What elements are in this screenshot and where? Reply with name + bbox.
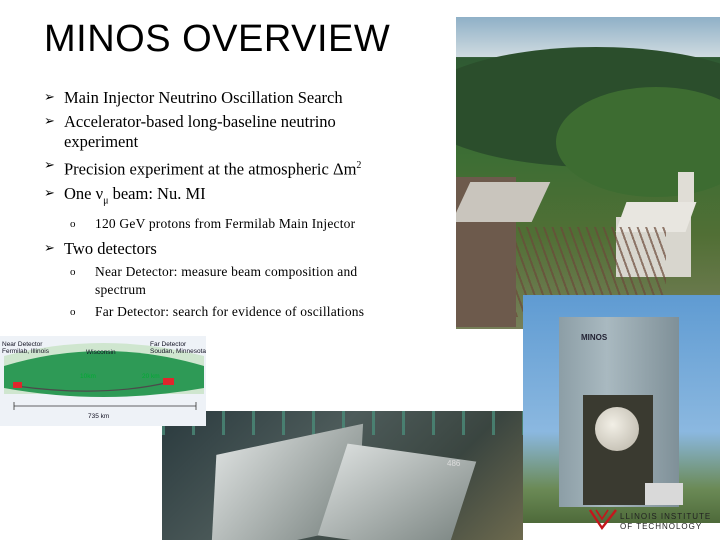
minos-sign: MINOS	[581, 333, 608, 342]
minos-building-photo	[523, 295, 720, 523]
sub-bullet-item: o Far Detector: search for evidence of oscillations	[70, 303, 365, 319]
arrow-bullet-icon: ➢	[44, 185, 55, 201]
detector-tag: 486	[447, 459, 461, 468]
bullet-item: ➢ Two detectors	[44, 238, 157, 258]
soudan-site-photo	[456, 17, 720, 329]
cable-drum	[595, 407, 639, 451]
circle-bullet-icon: o	[70, 217, 76, 230]
building	[678, 172, 694, 202]
wisconsin-label: Wisconsin	[86, 349, 116, 356]
bullet-item: ➢ One $\nu_\mu$ beam: Nu. MI	[44, 183, 206, 206]
sub-bullet-item: o 120 GeV protons from Fermilab Main Injector	[70, 215, 356, 231]
bullet-item: ➢ Main Injector Neutrino Oscillation Search	[44, 88, 343, 107]
logo-line-2: OF TECHNOLOGY	[620, 522, 703, 531]
near-detector-label: Near Detector Fermilab, Illinois	[2, 341, 49, 355]
sub-bullet-item: o Near Detector: measure beam composition and spectrum	[70, 263, 358, 297]
iit-logo-mark-icon	[588, 506, 618, 532]
far-detector-label: Far Detector Soudan, Minnesota	[150, 341, 207, 355]
bullet-list	[44, 88, 444, 325]
arrow-bullet-icon: ➢	[44, 114, 55, 129]
roof	[456, 182, 550, 222]
slide-title: MINOS OVERVIEW	[44, 18, 391, 60]
arrow-bullet-icon: ➢	[44, 90, 55, 105]
arrow-bullet-icon: ➢	[44, 240, 55, 256]
bullet-item: ➢ Precision experiment at the atmospheric $\Delta m^2$	[44, 158, 362, 179]
bullet-item: ➢ Accelerator-based long-baseline neutrino experiment	[44, 112, 336, 151]
near-detector-marker	[13, 382, 22, 388]
circle-bullet-icon: o	[70, 265, 76, 278]
depth-label: 20 km	[142, 373, 160, 380]
logo-line-1: LLINOIS INSTITUTE	[620, 512, 712, 521]
depth-label: 10km	[80, 373, 96, 380]
iit-logo	[588, 496, 720, 540]
detector-hall-photo	[162, 411, 523, 540]
baseline-diagram	[0, 336, 206, 426]
circle-bullet-icon: o	[70, 305, 76, 318]
far-detector-marker	[163, 378, 174, 385]
distance-label: 735 km	[88, 413, 110, 420]
arrow-bullet-icon: ➢	[44, 158, 55, 173]
